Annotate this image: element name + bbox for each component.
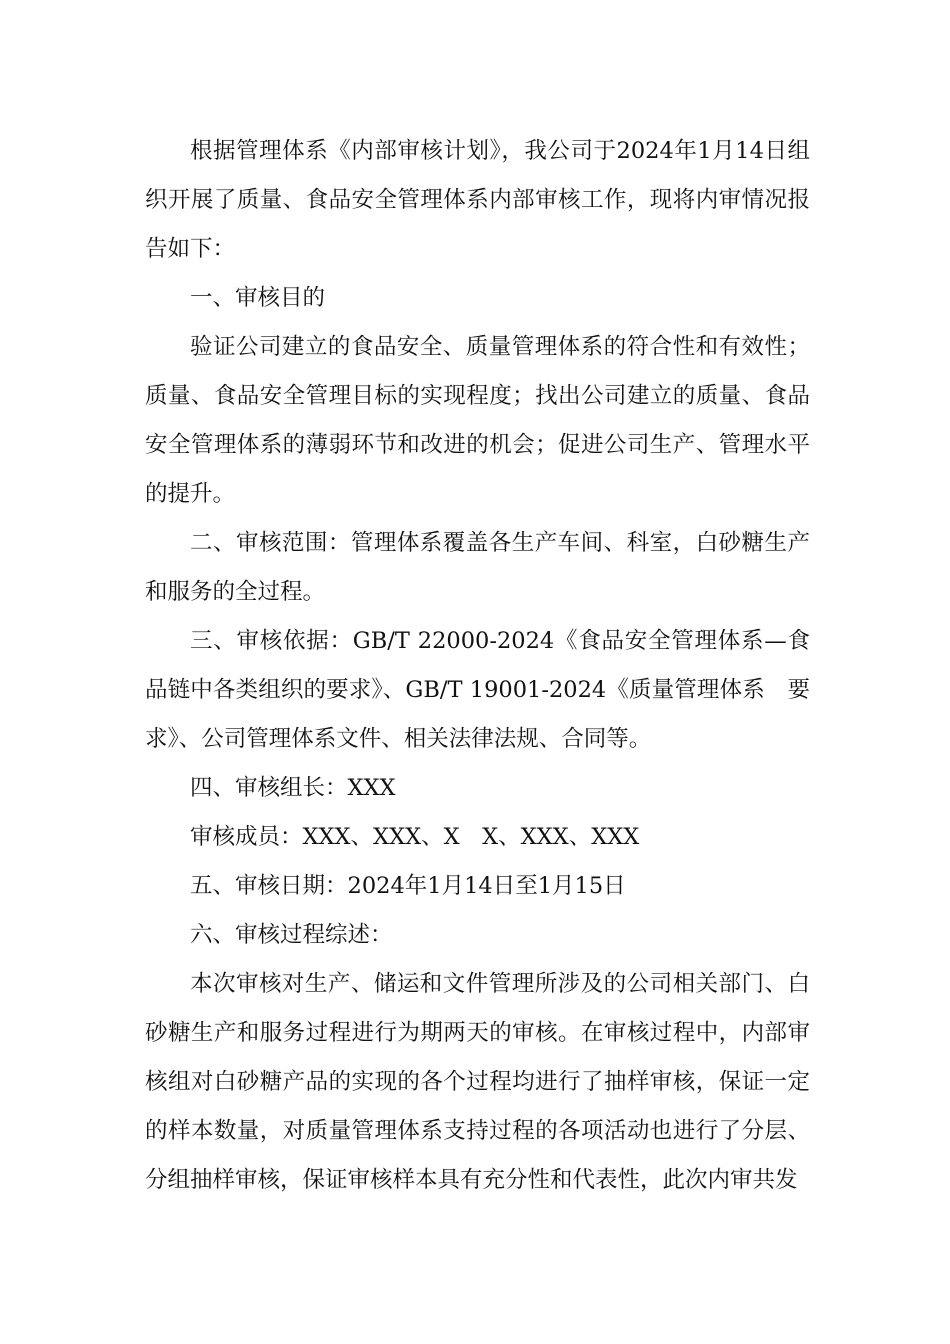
paragraph-audit-scope: 二、审核范围：管理体系覆盖各生产车间、科室，白砂糖生产和服务的全过程。	[145, 530, 810, 605]
paragraph-audit-process: 本次审核对生产、储运和文件管理所涉及的公司相关部门、白砂糖生产和服务过程进行为期两天的审核。在审核过程中，内部审核组对白砂糖产品的实现的各个过程均进行了抽样审核，保证一定的样本数量，对质量管理体系支持过程的各项活动也进行了分层、分组抽样审核，保证审核样本具有充分性和代表性，此次内审共发	[145, 971, 810, 1193]
paragraph-audit-basis: 三、审核依据：GB/T 22000-2024《食品安全管理体系—食品链中各类组织的要求》、GB/T 19001-2024《质量管理体系 要求》、公司管理体系文件、相关法律法规、合同等。	[145, 628, 810, 752]
paragraph-audit-members: 审核成员：XXX、XXX、X X、XXX、XXX	[190, 824, 640, 850]
document-body	[145, 127, 810, 1205]
paragraph-audit-dates: 五、审核日期：2024年1月14日至1月15日	[190, 873, 626, 899]
paragraph-audit-leader: 四、审核组长：XXX	[190, 775, 396, 801]
paragraph-intro: 根据管理体系《内部审核计划》，我公司于2024年1月14日组织开展了质量、食品安全管理体系内部审核工作，现将内审情况报告如下：	[145, 138, 810, 262]
heading-audit-process: 六、审核过程综述：	[190, 922, 393, 948]
heading-audit-purpose: 一、审核目的	[190, 285, 326, 311]
paragraph-audit-purpose: 验证公司建立的食品安全、质量管理体系的符合性和有效性；质量、食品安全管理目标的实现程度；找出公司建立的质量、食品安全管理体系的薄弱环节和改进的机会；促进公司生产、管理水平的提升。	[145, 334, 810, 507]
